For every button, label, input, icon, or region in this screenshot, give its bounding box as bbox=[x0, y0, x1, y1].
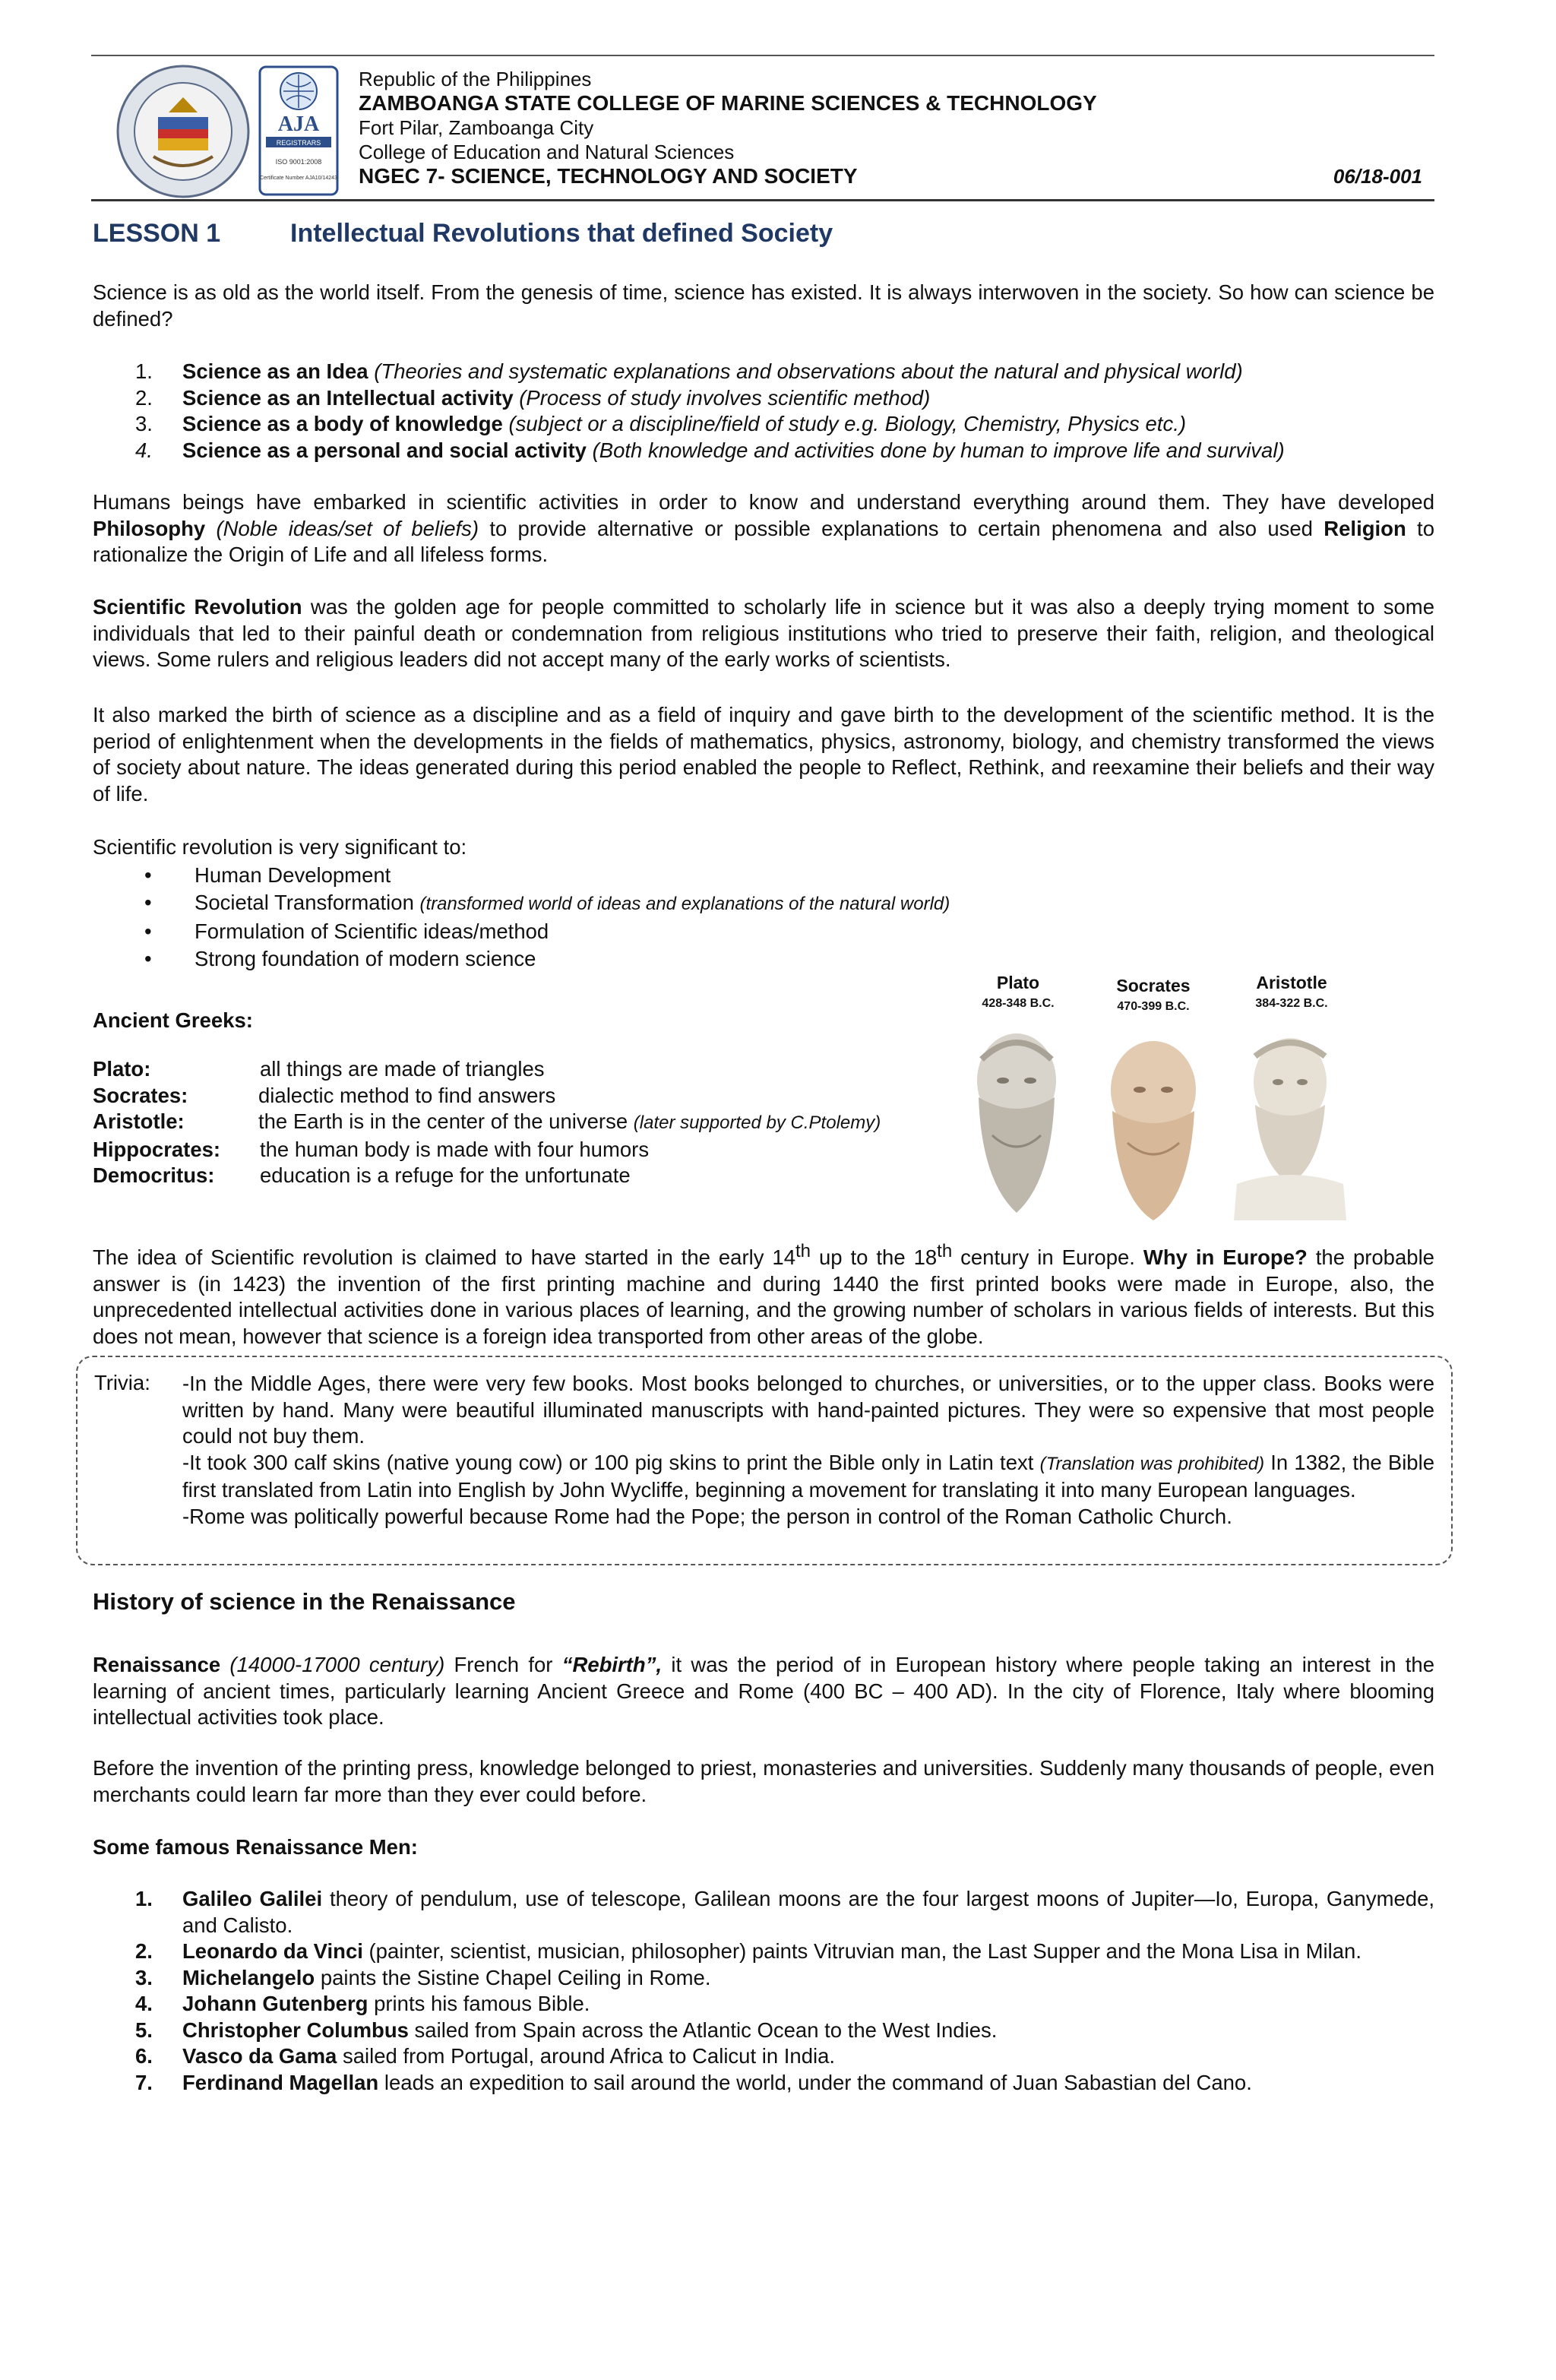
list-item: Democritus: education is a refuge for the unfortunate bbox=[93, 1163, 631, 1187]
header-doc-number: 06/18-001 bbox=[1333, 165, 1422, 188]
list-item: 7. Ferdinand Magellan leads an expedition to sail around the world, under the command of Juan Sabastian del Cano. bbox=[135, 2070, 1252, 2094]
birth-of-science-paragraph: It also marked the birth of science as a discipline and as a field of inquiry and gave birth to the development of the scientific method. It is the period of enlightenment when the developments in the fields of mathematics, physics, astronomy, biology, and chemistry transformed the views of society about nature. The ideas generated during this period enabled the people to Reflect, Rethink, and reexamine their beliefs and their way of life. bbox=[93, 703, 1434, 805]
list-item: • Human Development bbox=[144, 863, 391, 887]
trivia-box bbox=[76, 1356, 1453, 1565]
list-item: 4. Johann Gutenberg prints his famous Bible. bbox=[135, 1992, 590, 2015]
greeks-heading: Ancient Greeks: bbox=[93, 1008, 253, 1032]
plato-bust bbox=[977, 1033, 1056, 1213]
greeks-list bbox=[93, 1056, 881, 1189]
list-item: Socrates: dialectic method to find answers bbox=[93, 1083, 556, 1107]
philosophy-paragraph: Humans beings have embarked in scientific activities in order to know and understand everything around them. They have developed Philosophy (Noble ideas/set of beliefs) to provide alternative or possible explanations to certain phenomena and also used Religion to rationalize the Origin of Life and all lifeless forms. bbox=[93, 490, 1434, 566]
list-item: 5. Christopher Columbus sailed from Spain across the Atlantic Ocean to the West Indies. bbox=[135, 2018, 998, 2042]
plato-caption: Plato bbox=[996, 973, 1040, 992]
list-item: Plato: all things are made of triangles bbox=[93, 1057, 545, 1081]
socrates-caption: Socrates bbox=[1116, 976, 1191, 995]
list-item: 1. Science as an Idea (Theories and systematic explanations and observations about the natural and physical world) bbox=[135, 359, 1243, 383]
socrates-dates: 470-399 B.C. bbox=[1117, 1000, 1190, 1013]
aja-cert-text: Certificate Number AJA10/14243 bbox=[260, 176, 337, 181]
philosophers-figure bbox=[948, 968, 1374, 1226]
europe-paragraph: The idea of Scientific revolution is claimed to have started in the early 14th up to the 18th century in Europe. Why in Europe? the probable answer is (in 1423) the invention of the first printing machine and during 1440 the first printed books were made in Europe, also, the unprecedented intellectual activities done in various places of learning, and the growing number of scholars in various fields of interests. But this does not mean, however that science is a foreign idea transported from other areas of the globe. bbox=[93, 1241, 1434, 1348]
intro-paragraph: Science is as old as the world itself. From the genesis of time, science has existed. It is always interwoven in the society. So how can science be defined? bbox=[93, 280, 1434, 331]
renaissance-paragraph: Renaissance (14000-17000 century) French for “Rebirth”, it was the period of in European history where people taking an interest in the learning of ancient times, particularly learning Ancient Greece and Rome (400 BC – 400 AD). In the city of Florence, Italy where blooming intellectual activities took place. bbox=[93, 1653, 1435, 1729]
aja-iso-text: ISO 9001:2008 bbox=[275, 158, 322, 166]
aristotle-bust bbox=[1234, 1038, 1346, 1220]
header-address: Fort Pilar, Zamboanga City bbox=[359, 116, 594, 139]
lesson-title bbox=[93, 219, 833, 248]
list-item: 3. Michelangelo paints the Sistine Chapel Ceiling in Rome. bbox=[135, 1965, 711, 1989]
aristotle-caption: Aristotle bbox=[1256, 973, 1327, 992]
significance-list bbox=[144, 862, 980, 973]
renaissance-men-heading: Some famous Renaissance Men: bbox=[93, 1835, 418, 1859]
definitions-list bbox=[135, 359, 1434, 464]
list-item: 3. Science as a body of knowledge (subject or a discipline/field of study e.g. Biology, Chemistry, Physics etc.) bbox=[135, 412, 1186, 435]
list-item: Aristotle: the Earth is in the center of the universe (later supported by C.Ptolemy) bbox=[93, 1109, 881, 1133]
list-item: 6. Vasco da Gama sailed from Portugal, around Africa to Calicut in India. bbox=[135, 2044, 836, 2068]
aristotle-dates: 384-322 B.C. bbox=[1255, 997, 1328, 1010]
printing-press-paragraph: Before the invention of the printing press, knowledge belonged to priest, monasteries and universities. Suddenly many thousands of people, even merchants could learn far more than they ever could before. bbox=[93, 1756, 1434, 1806]
philosopher-busts-image bbox=[948, 1021, 1374, 1226]
list-item: • Formulation of Scientific ideas/method bbox=[144, 919, 549, 943]
lesson-number: LESSON 1 bbox=[93, 219, 221, 248]
list-item: 2. Science as an Intellectual activity (Process of study involves scientific method) bbox=[135, 385, 931, 410]
list-item: • Strong foundation of modern science bbox=[144, 947, 536, 970]
renaissance-men-list bbox=[135, 1886, 1434, 2096]
revolution-paragraph: Scientific Revolution was the golden age for people committed to scholarly life in science but it was also a deeply trying moment to some individuals that led to their painful death or condemnation from religious institutions who tried to preserve their faith, religion, and theological views. Some rulers and religious leaders did not accept many of the early works of scientists. bbox=[93, 595, 1434, 671]
socrates-bust bbox=[1111, 1041, 1196, 1220]
aja-logo-text: AJA bbox=[277, 112, 320, 136]
header-bottom-rule bbox=[91, 199, 1434, 201]
trivia-text: -In the Middle Ages, there were very few books. Most books belonged to churches, or universities, or to the upper class. Books were written by hand. Many were beautiful illuminated manuscripts with hand-painted pictures. They were so expensive that most people could not buy them. -It took 300 calf skins (native young cow) or 100 pig skins to print the Bible only in Latin text (Translation was prohibited) In 1382, the Bible first translated from Latin into English by John Wycliffe, beginning a movement for translating it into many European languages. -Rome was politically powerful because Rome had the Pope; the person in control of the Roman Catholic Church. bbox=[182, 1372, 1435, 1528]
header-department: College of Education and Natural Sciences bbox=[359, 141, 735, 163]
list-item: 4. Science as a personal and social activity (Both knowledge and activities done by human to improve life and survival) bbox=[135, 438, 1285, 462]
list-item: 2. Leonardo da Vinci (painter, scientist, musician, philosopher) paints Vitruvian man, the Last Supper and the Mona Lisa in Milan. bbox=[135, 1939, 1362, 1963]
header-college-name: ZAMBOANGA STATE COLLEGE OF MARINE SCIENCES & TECHNOLOGY bbox=[359, 91, 1097, 115]
aja-sub-text: REGISTRARS bbox=[276, 139, 321, 147]
list-item: Hippocrates: the human body is made with four humors bbox=[93, 1137, 650, 1161]
list-item: • Societal Transformation (transformed world of ideas and explanations of the natural world) bbox=[144, 891, 950, 914]
header-top-rule bbox=[91, 55, 1434, 56]
renaissance-heading: History of science in the Renaissance bbox=[93, 1588, 516, 1615]
aja-registrars-logo bbox=[258, 65, 339, 196]
plato-dates: 428-348 B.C. bbox=[982, 997, 1055, 1010]
header-course: NGEC 7- SCIENCE, TECHNOLOGY AND SOCIETY bbox=[359, 164, 858, 188]
college-seal-logo bbox=[115, 64, 251, 199]
significance-intro: Scientific revolution is very significant to: bbox=[93, 835, 467, 859]
lesson-name: Intellectual Revolutions that defined Society bbox=[290, 219, 833, 248]
header-line-republic: Republic of the Philippines bbox=[359, 68, 592, 90]
trivia-label: Trivia: bbox=[94, 1371, 150, 1394]
letterhead bbox=[359, 67, 1437, 188]
list-item: 1. Galileo Galilei theory of pendulum, use of telescope, Galilean moons are the four largest moons of Jupiter—Io, Europa, Ganymede, and Calisto. bbox=[135, 1887, 1434, 1937]
